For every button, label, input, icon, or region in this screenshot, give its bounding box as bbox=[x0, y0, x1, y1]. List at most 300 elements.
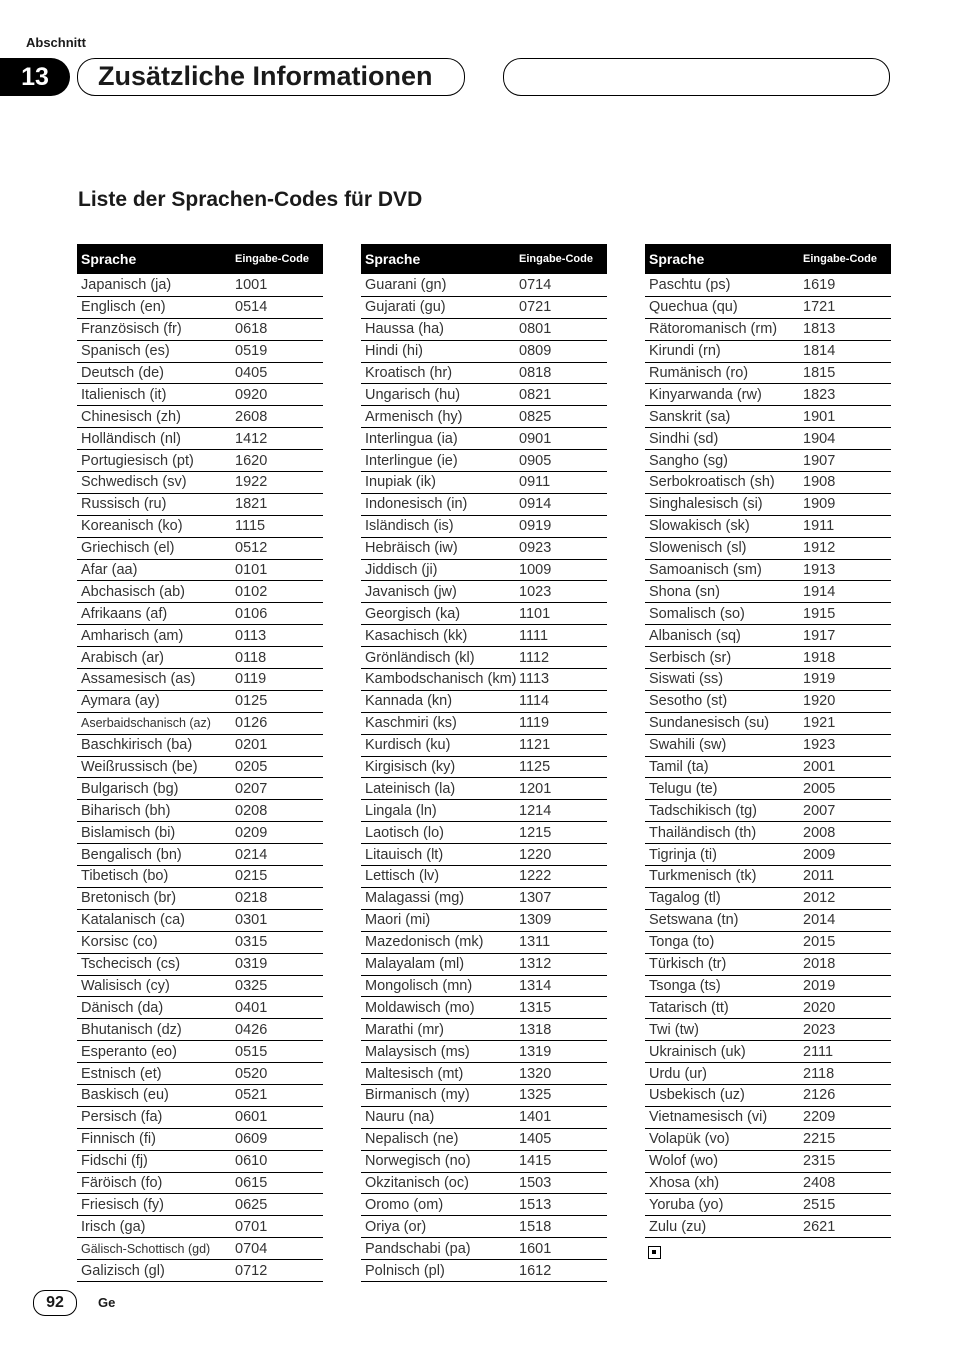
language-name: Norwegisch (no) bbox=[365, 1153, 471, 1170]
language-code: 0209 bbox=[235, 824, 268, 841]
table-row bbox=[361, 560, 607, 582]
language-name: Russisch (ru) bbox=[81, 496, 167, 513]
language-name: Bhutanisch (dz) bbox=[81, 1021, 182, 1038]
table-row bbox=[77, 691, 323, 713]
language-code: 0712 bbox=[235, 1262, 268, 1279]
language-name: Yoruba (yo) bbox=[649, 1196, 724, 1213]
language-code: 1319 bbox=[519, 1043, 552, 1060]
language-code: 0207 bbox=[235, 780, 268, 797]
language-code: 0601 bbox=[235, 1109, 268, 1126]
language-code: 0118 bbox=[235, 649, 267, 666]
language-name: Gälisch-Schottisch (gd) bbox=[81, 1241, 211, 1256]
language-name: Tsonga (ts) bbox=[649, 977, 721, 994]
language-code: 1309 bbox=[519, 912, 552, 929]
table-row bbox=[361, 757, 607, 779]
language-name: Korsisc (co) bbox=[81, 934, 158, 951]
table-row bbox=[645, 757, 891, 779]
language-code: 1214 bbox=[519, 802, 552, 819]
language-name: Volapük (vo) bbox=[649, 1131, 730, 1148]
language-code: 1513 bbox=[519, 1196, 552, 1213]
language-name: Swahili (sw) bbox=[649, 737, 727, 754]
language-name: Quechua (qu) bbox=[649, 299, 738, 316]
language-code: 0919 bbox=[519, 518, 552, 535]
language-name: Serbisch (sr) bbox=[649, 649, 732, 666]
language-code: 0102 bbox=[235, 583, 268, 600]
language-name: Samoanisch (sm) bbox=[649, 562, 762, 579]
language-code: 0126 bbox=[235, 715, 268, 732]
language-code: 0911 bbox=[519, 474, 551, 491]
table-row bbox=[361, 888, 607, 910]
language-name: Griechisch (el) bbox=[81, 540, 175, 557]
table-header bbox=[77, 244, 323, 274]
language-code: 1913 bbox=[803, 562, 836, 579]
table-row bbox=[361, 1041, 607, 1063]
table-row bbox=[361, 428, 607, 450]
language-code: 2018 bbox=[803, 956, 836, 973]
language-code: 1115 bbox=[235, 518, 266, 535]
language-name: Kannada (kn) bbox=[365, 693, 453, 710]
language-name: Französisch (fr) bbox=[81, 321, 182, 338]
table-row bbox=[77, 932, 323, 954]
language-name: Irisch (ga) bbox=[81, 1218, 146, 1235]
language-name: Rätoromanisch (rm) bbox=[649, 321, 778, 338]
language-name: Armenisch (hy) bbox=[365, 408, 463, 425]
language-name: Kaschmiri (ks) bbox=[365, 715, 457, 732]
section-label: Abschnitt bbox=[26, 35, 86, 50]
language-code: 0514 bbox=[235, 299, 268, 316]
language-name: Kasachisch (kk) bbox=[365, 627, 468, 644]
language-code: 2126 bbox=[803, 1087, 836, 1104]
language-code: 1113 bbox=[519, 671, 550, 688]
language-code: 0405 bbox=[235, 365, 268, 381]
language-name: Chinesisch (zh) bbox=[81, 408, 181, 425]
language-code: 2015 bbox=[803, 934, 836, 951]
language-code: 2014 bbox=[803, 912, 836, 929]
language-name: Haussa (ha) bbox=[365, 321, 444, 338]
language-code: 2315 bbox=[803, 1153, 836, 1170]
language-name: Lateinisch (la) bbox=[365, 780, 456, 797]
table-row bbox=[77, 1238, 323, 1260]
table-rows bbox=[361, 275, 607, 1282]
section-number-badge: 13 bbox=[0, 58, 70, 96]
language-code: 0401 bbox=[235, 999, 268, 1016]
language-code: 2118 bbox=[803, 1065, 835, 1082]
language-name: Somalisch (so) bbox=[649, 605, 745, 622]
language-name: Holländisch (nl) bbox=[81, 430, 181, 447]
language-code: 1619 bbox=[803, 277, 836, 294]
language-code: 0218 bbox=[235, 890, 268, 907]
header-code: Eingabe-Code bbox=[803, 253, 877, 265]
language-name: Finnisch (fi) bbox=[81, 1131, 156, 1148]
table-row bbox=[77, 625, 323, 647]
language-name: Sanskrit (sa) bbox=[649, 408, 731, 425]
table-row bbox=[645, 275, 891, 297]
language-code: 2408 bbox=[803, 1174, 836, 1191]
language-name: Malaysisch (ms) bbox=[365, 1043, 470, 1060]
table-row bbox=[77, 647, 323, 669]
language-code: 0721 bbox=[519, 299, 552, 316]
language-name: Walisisch (cy) bbox=[81, 977, 170, 994]
table-row bbox=[77, 844, 323, 866]
table-row bbox=[361, 1019, 607, 1041]
table-row bbox=[645, 1151, 891, 1173]
language-name: Setswana (tn) bbox=[649, 912, 739, 929]
header-language: Sprache bbox=[649, 251, 705, 267]
language-name: Kirundi (rn) bbox=[649, 343, 721, 360]
language-code: 1315 bbox=[519, 999, 552, 1016]
language-code: 0609 bbox=[235, 1131, 268, 1148]
language-name: Kurdisch (ku) bbox=[365, 737, 451, 754]
language-name: Thailändisch (th) bbox=[649, 824, 757, 841]
language-code: 0714 bbox=[519, 277, 552, 294]
language-code: 0825 bbox=[519, 408, 552, 425]
language-name: Tschecisch (cs) bbox=[81, 956, 181, 973]
language-code: 0701 bbox=[235, 1218, 268, 1235]
table-row bbox=[77, 954, 323, 976]
language-code: 0625 bbox=[235, 1196, 268, 1213]
table-row bbox=[645, 1085, 891, 1107]
language-name: Shona (sn) bbox=[649, 583, 720, 600]
table-row bbox=[645, 888, 891, 910]
language-name: Kroatisch (hr) bbox=[365, 365, 453, 381]
language-name: Usbekisch (uz) bbox=[649, 1087, 745, 1104]
table-row bbox=[361, 1107, 607, 1129]
language-code: 1114 bbox=[519, 693, 550, 710]
table-row bbox=[77, 341, 323, 363]
language-name: Isländisch (is) bbox=[365, 518, 454, 535]
language-code: 1412 bbox=[235, 430, 268, 447]
language-name: Sindhi (sd) bbox=[649, 430, 719, 447]
table-title: Liste der Sprachen-Codes für DVD bbox=[78, 188, 423, 211]
language-code: 1601 bbox=[519, 1240, 552, 1257]
language-code: 1814 bbox=[803, 343, 836, 360]
page-number: 92 bbox=[33, 1290, 77, 1316]
language-name: Serbokroatisch (sh) bbox=[649, 474, 775, 491]
table-row bbox=[77, 494, 323, 516]
language-code: 1907 bbox=[803, 452, 836, 469]
language-code: 1917 bbox=[803, 627, 836, 644]
language-name: Ungarisch (hu) bbox=[365, 386, 461, 403]
table-row bbox=[645, 822, 891, 844]
language-name: Oriya (or) bbox=[365, 1218, 427, 1235]
table-row bbox=[77, 1216, 323, 1238]
language-name: Indonesisch (in) bbox=[365, 496, 468, 513]
table-row bbox=[77, 450, 323, 472]
language-code: 1921 bbox=[803, 715, 836, 732]
language-code: 0618 bbox=[235, 321, 268, 338]
table-rows bbox=[645, 275, 891, 1238]
table-row bbox=[361, 1260, 607, 1282]
language-name: Vietnamesisch (vi) bbox=[649, 1109, 768, 1126]
language-name: Urdu (ur) bbox=[649, 1065, 708, 1082]
language-code: 1201 bbox=[519, 780, 552, 797]
table-row bbox=[645, 538, 891, 560]
table-row bbox=[361, 822, 607, 844]
table-row bbox=[645, 625, 891, 647]
table-row bbox=[645, 341, 891, 363]
language-code: 1518 bbox=[519, 1218, 552, 1235]
table-row bbox=[77, 757, 323, 779]
language-code: 1918 bbox=[803, 649, 836, 666]
language-name: Birmanisch (my) bbox=[365, 1087, 470, 1104]
language-name: Kinyarwanda (rw) bbox=[649, 386, 762, 403]
table-row bbox=[361, 1085, 607, 1107]
language-name: Hebräisch (iw) bbox=[365, 540, 458, 557]
language-name: Tagalog (tl) bbox=[649, 890, 721, 907]
language-name: Sesotho (st) bbox=[649, 693, 728, 710]
language-code: 2009 bbox=[803, 846, 836, 863]
language-code: 0704 bbox=[235, 1240, 268, 1257]
language-code: 1318 bbox=[519, 1021, 552, 1038]
table-row bbox=[645, 844, 891, 866]
language-name: Nauru (na) bbox=[365, 1109, 435, 1126]
language-name: Englisch (en) bbox=[81, 299, 166, 316]
table-row bbox=[361, 1173, 607, 1195]
language-name: Guarani (gn) bbox=[365, 277, 447, 294]
language-name: Biharisch (bh) bbox=[81, 802, 171, 819]
language-name: Italienisch (it) bbox=[81, 386, 167, 403]
table-row bbox=[77, 1107, 323, 1129]
table-row bbox=[361, 954, 607, 976]
table-row bbox=[77, 363, 323, 385]
language-code: 1813 bbox=[803, 321, 836, 338]
language-name: Bislamisch (bi) bbox=[81, 824, 176, 841]
language-name: Moldawisch (mo) bbox=[365, 999, 475, 1016]
language-name: Laotisch (lo) bbox=[365, 824, 444, 841]
language-code: 2007 bbox=[803, 802, 836, 819]
language-name: Kirgisisch (ky) bbox=[365, 759, 456, 776]
language-code: 0520 bbox=[235, 1065, 268, 1082]
table-row bbox=[645, 319, 891, 341]
language-table-3 bbox=[645, 244, 891, 1238]
table-header bbox=[361, 244, 607, 274]
language-name: Katalanisch (ca) bbox=[81, 912, 185, 929]
language-name: Tonga (to) bbox=[649, 934, 715, 951]
language-code: 2215 bbox=[803, 1131, 836, 1148]
language-code: 1612 bbox=[519, 1262, 552, 1279]
table-header bbox=[645, 244, 891, 274]
table-row bbox=[645, 932, 891, 954]
language-name: Pandschabi (pa) bbox=[365, 1240, 471, 1257]
language-code: 0521 bbox=[235, 1087, 268, 1104]
table-row bbox=[645, 1216, 891, 1238]
table-row bbox=[77, 1129, 323, 1151]
language-code: 0319 bbox=[235, 956, 268, 973]
language-code: 1904 bbox=[803, 430, 836, 447]
table-row bbox=[361, 494, 607, 516]
language-code: 0205 bbox=[235, 759, 268, 776]
language-code: 1009 bbox=[519, 562, 552, 579]
language-name: Spanisch (es) bbox=[81, 343, 170, 360]
language-name: Dänisch (da) bbox=[81, 999, 164, 1016]
language-name: Maltesisch (mt) bbox=[365, 1065, 464, 1082]
language-name: Friesisch (fy) bbox=[81, 1196, 164, 1213]
language-code: 0315 bbox=[235, 934, 268, 951]
table-row bbox=[361, 647, 607, 669]
language-name: Türkisch (tr) bbox=[649, 956, 727, 973]
language-name: Lettisch (lv) bbox=[365, 868, 440, 885]
language-code: 1111 bbox=[519, 627, 549, 644]
language-code: 2020 bbox=[803, 999, 836, 1016]
language-code: 0914 bbox=[519, 496, 552, 513]
language-name: Rumänisch (ro) bbox=[649, 365, 749, 381]
language-code: 2608 bbox=[235, 408, 268, 425]
language-code: 1112 bbox=[519, 649, 550, 666]
language-name: Tamil (ta) bbox=[649, 759, 709, 776]
language-name: Esperanto (eo) bbox=[81, 1043, 177, 1060]
language-code: 0325 bbox=[235, 977, 268, 994]
language-name: Sundanesisch (su) bbox=[649, 715, 770, 732]
language-name: Koreanisch (ko) bbox=[81, 518, 183, 535]
language-code: 1119 bbox=[519, 715, 550, 732]
table-row bbox=[361, 669, 607, 691]
language-code: 1101 bbox=[519, 605, 551, 622]
language-name: Marathi (mr) bbox=[365, 1021, 444, 1038]
language-name: Lingala (ln) bbox=[365, 802, 437, 819]
table-row bbox=[361, 1194, 607, 1216]
language-code: 0512 bbox=[235, 540, 268, 557]
table-row bbox=[361, 406, 607, 428]
table-row bbox=[361, 1129, 607, 1151]
table-row bbox=[361, 472, 607, 494]
language-code: 1909 bbox=[803, 496, 836, 513]
table-row bbox=[361, 866, 607, 888]
language-code: 1901 bbox=[803, 408, 836, 425]
language-name: Litauisch (lt) bbox=[365, 846, 444, 863]
language-name: Interlingua (ia) bbox=[365, 430, 458, 447]
language-name: Sangho (sg) bbox=[649, 452, 728, 469]
table-row bbox=[77, 603, 323, 625]
table-row bbox=[645, 1173, 891, 1195]
language-code: 1023 bbox=[519, 583, 552, 600]
table-row bbox=[77, 888, 323, 910]
language-name: Slowakisch (sk) bbox=[649, 518, 750, 535]
language-code: 2111 bbox=[803, 1043, 834, 1060]
language-code: 1312 bbox=[519, 956, 552, 973]
language-code: 1503 bbox=[519, 1174, 552, 1191]
table-row bbox=[645, 1107, 891, 1129]
language-code: 1915 bbox=[803, 605, 836, 622]
table-row bbox=[77, 1260, 323, 1282]
language-code: 2515 bbox=[803, 1196, 836, 1213]
language-name: Javanisch (jw) bbox=[365, 583, 457, 600]
language-code: 0201 bbox=[235, 737, 268, 754]
language-code: 2023 bbox=[803, 1021, 836, 1038]
language-code: 0923 bbox=[519, 540, 552, 557]
table-row bbox=[77, 1063, 323, 1085]
language-name: Inupiak (ik) bbox=[365, 474, 436, 491]
language-name: Persisch (fa) bbox=[81, 1109, 163, 1126]
language-code: 1325 bbox=[519, 1087, 552, 1104]
language-name: Malayalam (ml) bbox=[365, 956, 465, 973]
table-row bbox=[361, 384, 607, 406]
table-row bbox=[361, 778, 607, 800]
language-code: 0615 bbox=[235, 1174, 268, 1191]
language-name: Tigrinja (ti) bbox=[649, 846, 717, 863]
table-row bbox=[361, 844, 607, 866]
language-code: 0113 bbox=[235, 627, 267, 644]
language-code: 1121 bbox=[519, 737, 551, 754]
language-code: 2001 bbox=[803, 759, 836, 776]
table-row bbox=[645, 1041, 891, 1063]
language-name: Arabisch (ar) bbox=[81, 649, 164, 666]
table-row bbox=[645, 1019, 891, 1041]
language-name: Telugu (te) bbox=[649, 780, 718, 797]
language-name: Tibetisch (bo) bbox=[81, 868, 169, 885]
table-row bbox=[645, 1194, 891, 1216]
table-row bbox=[361, 319, 607, 341]
table-row bbox=[77, 997, 323, 1019]
table-row bbox=[77, 713, 323, 735]
table-row bbox=[361, 341, 607, 363]
language-name: Oromo (om) bbox=[365, 1196, 444, 1213]
table-row bbox=[77, 472, 323, 494]
language-name: Mongolisch (mn) bbox=[365, 977, 473, 994]
language-code: 1923 bbox=[803, 737, 836, 754]
table-row bbox=[361, 691, 607, 713]
language-code: 1914 bbox=[803, 583, 836, 600]
language-name: Weißrussisch (be) bbox=[81, 759, 198, 776]
language-code: 1922 bbox=[235, 474, 268, 491]
table-row bbox=[77, 866, 323, 888]
language-code: 0208 bbox=[235, 802, 268, 819]
language-code: 0106 bbox=[235, 605, 268, 622]
language-code: 1401 bbox=[519, 1109, 552, 1126]
language-name: Ukrainisch (uk) bbox=[649, 1043, 746, 1060]
table-row bbox=[361, 516, 607, 538]
language-code: 1307 bbox=[519, 890, 552, 907]
table-row bbox=[645, 713, 891, 735]
table-row bbox=[645, 406, 891, 428]
language-code: 0101 bbox=[235, 562, 268, 579]
table-row bbox=[77, 1194, 323, 1216]
table-row bbox=[645, 735, 891, 757]
language-code: 0426 bbox=[235, 1021, 268, 1038]
language-code: 1405 bbox=[519, 1131, 552, 1148]
language-name: Twi (tw) bbox=[649, 1021, 699, 1038]
language-name: Portugiesisch (pt) bbox=[81, 452, 194, 469]
table-row bbox=[77, 1019, 323, 1041]
table-row bbox=[645, 866, 891, 888]
language-name: Assamesisch (as) bbox=[81, 671, 196, 688]
language-code: 2008 bbox=[803, 824, 836, 841]
table-row bbox=[645, 1063, 891, 1085]
table-row bbox=[77, 1085, 323, 1107]
language-name: Interlingue (ie) bbox=[365, 452, 458, 469]
header-empty-frame bbox=[503, 58, 890, 96]
language-code: 2019 bbox=[803, 977, 836, 994]
table-row bbox=[77, 384, 323, 406]
language-code: 1620 bbox=[235, 452, 268, 469]
header-code: Eingabe-Code bbox=[235, 253, 309, 265]
language-name: Kambodschanisch (km) bbox=[365, 671, 517, 688]
table-row bbox=[361, 800, 607, 822]
table-row bbox=[361, 1063, 607, 1085]
language-code: 1920 bbox=[803, 693, 836, 710]
table-row bbox=[77, 976, 323, 998]
table-row bbox=[645, 778, 891, 800]
language-code: 0610 bbox=[235, 1153, 268, 1170]
language-name: Baskisch (eu) bbox=[81, 1087, 169, 1104]
language-name: Gujarati (gu) bbox=[365, 299, 446, 316]
language-name: Mazedonisch (mk) bbox=[365, 934, 484, 951]
table-row bbox=[77, 822, 323, 844]
table-row bbox=[645, 669, 891, 691]
language-code: 0125 bbox=[235, 693, 268, 710]
table-row bbox=[361, 275, 607, 297]
language-code: 0818 bbox=[519, 365, 552, 381]
table-row bbox=[645, 450, 891, 472]
